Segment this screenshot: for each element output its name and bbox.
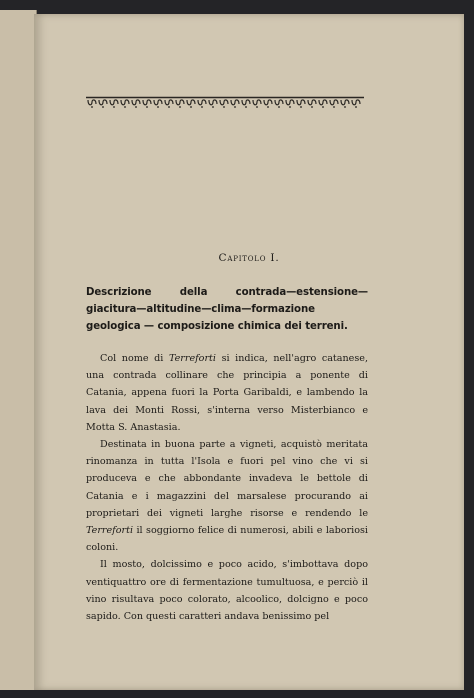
ornamental-border	[86, 96, 364, 110]
ornament-motif	[99, 100, 107, 108]
ornament-motif	[143, 100, 151, 108]
ornament-motif	[275, 100, 283, 108]
ornament-motif	[297, 100, 305, 108]
ornament-motif	[286, 100, 294, 108]
ornament-motif	[231, 100, 239, 108]
previous-page-edge	[0, 10, 37, 690]
italic-text: Terreforti	[86, 525, 134, 537]
text-run: Il mosto, dolcissimo e poco acido, s'imbottava dopo ventiquattro ore di fermentazione tumultuosa, e perciò il vino risultava poco colorato, alcoolico, dolcigno e poco sapido. Con questi caratteri andava benissimo pel	[86, 559, 368, 623]
ornament-motif	[341, 100, 349, 108]
ornament-motif	[352, 100, 360, 108]
ornament-motif	[154, 100, 162, 108]
paragraph	[86, 350, 368, 436]
ornament-motif	[88, 100, 96, 108]
italic-text: Terreforti	[168, 353, 216, 364]
ornament-motif	[198, 100, 206, 108]
ornament-motif	[165, 100, 173, 108]
ornament-motif	[264, 100, 272, 108]
text-run: si indica, nell'agro catanese, una contrada collinare che principia a ponente di Catania, appena fuori la Porta Garibaldi, e lambendo la lava dei Monti Rossi, s'interna verso Misterbianco e Motta S. Anastasia.	[86, 353, 368, 433]
ornament-motif	[121, 100, 129, 108]
ornament-motif	[220, 100, 228, 108]
ornament-motif	[176, 100, 184, 108]
ornament-motif	[242, 100, 250, 108]
text-run: Col nome di	[100, 353, 169, 364]
paragraph	[86, 436, 368, 556]
ornament-motif	[319, 100, 327, 108]
ornament-motif	[253, 100, 261, 108]
text-run: Destinata in buona parte a vigneti, acquistò meritata rinomanza in tutta l'Isola e fuori pel vino che vi si produceva e che abbondante invadeva le bettole di Catania e i magazzini del marsalese procurando ai proprietari dei vigneti larghe risorse e rendendo le	[86, 439, 368, 519]
chapter-heading: Capitolo I.	[218, 252, 280, 264]
ornament-motif	[132, 100, 140, 108]
ornament-motif	[308, 100, 316, 108]
ornament-motif	[110, 100, 118, 108]
ornament-motif	[330, 100, 338, 108]
body-text	[86, 350, 368, 625]
ornament-motif	[187, 100, 195, 108]
text-run: il soggiorno felice di numerosi, abili e laboriosi coloni.	[86, 525, 368, 554]
paragraph	[86, 556, 368, 625]
chapter-title: Descrizione della contrada—estensione—giacitura—altitudine—clima—formazione geologica — composizione chimica dei terreni.	[86, 287, 368, 332]
book-page	[34, 14, 464, 690]
ornament-motif	[209, 100, 217, 108]
